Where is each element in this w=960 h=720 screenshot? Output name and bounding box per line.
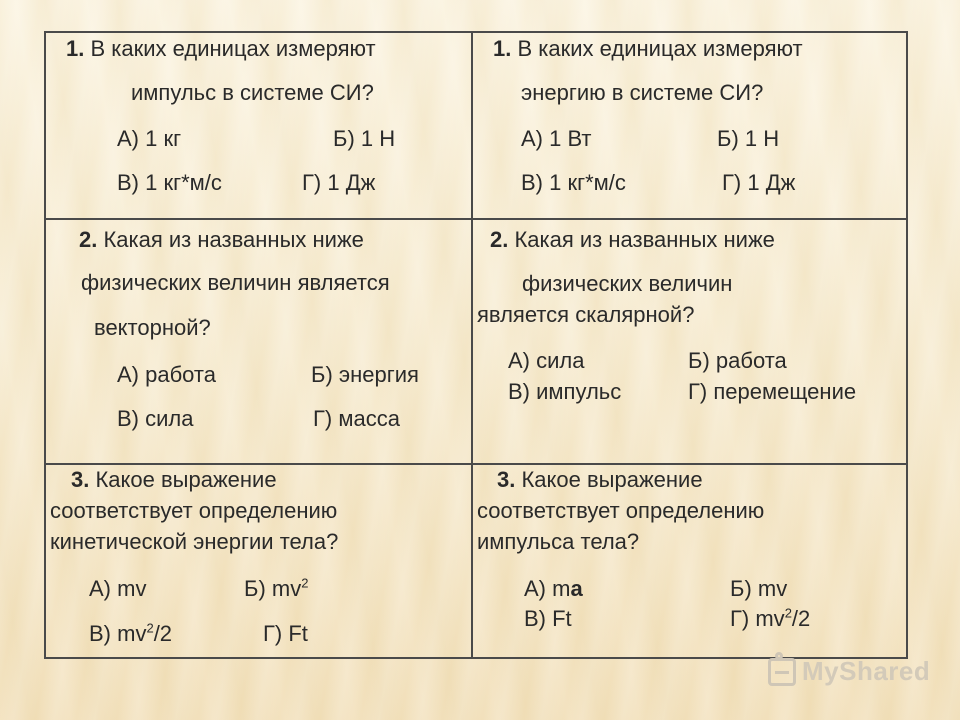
q1-right-option-d: Г) 1 Дж	[722, 170, 796, 195]
q1-right-question-line1: 1. В каких единицах измеряют	[493, 36, 803, 61]
q2-right-question-line1: 2. Какая из названных ниже	[490, 227, 775, 252]
q3-left-option-c: В) $mv^2/2$	[89, 620, 173, 646]
q1-left-question-line1: 1. В каких единицах измеряют	[66, 36, 376, 61]
q3-left-option-a: А) mv	[89, 576, 147, 601]
q3-left-option-d: Г) Ft	[263, 621, 308, 646]
q3-right-option-b: Б) mv	[730, 576, 788, 601]
q3-left-question-line1: 3. Какое выражение	[71, 467, 277, 492]
row-divider	[46, 463, 906, 465]
q1-right-option-b: Б) 1 Н	[717, 126, 780, 151]
q1-left-option-b: Б) 1 Н	[333, 126, 396, 151]
q1-left-option-a: А) 1 кг	[117, 126, 182, 151]
row-divider	[46, 218, 906, 220]
q3-right-option-d: Г) $mv^2/2$	[730, 605, 811, 631]
q2-right-option-a: А) сила	[508, 348, 585, 373]
q1-left-option-c: В) 1 кг*м/с	[117, 170, 222, 195]
q3-left-question-line3: кинетической энергии тела?	[50, 529, 339, 554]
q2-left-option-c: В) сила	[117, 406, 194, 431]
q2-left-question-line1: 2. Какая из названных ниже	[79, 227, 364, 252]
q2-right-option-b: Б) работа	[688, 348, 787, 373]
q2-left-question-line2: физических величин является	[81, 270, 390, 295]
presentation-icon	[768, 658, 796, 686]
column-divider	[471, 33, 473, 657]
q3-right-question-line2: соответствует определению	[477, 498, 765, 523]
q2-right-question-line3: является скалярной?	[477, 302, 695, 327]
q1-right-option-a: А) 1 Вт	[521, 126, 592, 151]
q1-left-question-line2: импульс в системе СИ?	[131, 80, 374, 105]
q3-right-option-a: А) ma	[524, 576, 583, 601]
q3-left-question-line2: соответствует определению	[50, 498, 338, 523]
q2-left-option-d: Г) масса	[313, 406, 400, 431]
q2-right-option-d: Г) перемещение	[688, 379, 857, 404]
q2-right-option-c: В) импульс	[508, 379, 622, 404]
q2-left-option-a: А) работа	[117, 362, 216, 387]
q1-left-option-d: Г) 1 Дж	[302, 170, 376, 195]
q2-right-question-line2: физических величин	[522, 271, 733, 296]
q2-left-option-b: Б) энергия	[311, 362, 419, 387]
watermark-logo	[768, 656, 930, 687]
q1-right-question-line2: энергию в системе СИ?	[521, 80, 764, 105]
q1-right-option-c: В) 1 кг*м/с	[521, 170, 626, 195]
q2-left-question-line3: векторной?	[94, 315, 211, 340]
watermark-text: MyShared	[802, 656, 931, 686]
q3-right-option-c: В) Ft	[524, 606, 572, 631]
q3-right-question-line1: 3. Какое выражение	[497, 467, 703, 492]
q3-right-question-line3: импульса тела?	[477, 529, 640, 554]
q3-left-option-b: Б) $mv^2$	[244, 575, 309, 601]
